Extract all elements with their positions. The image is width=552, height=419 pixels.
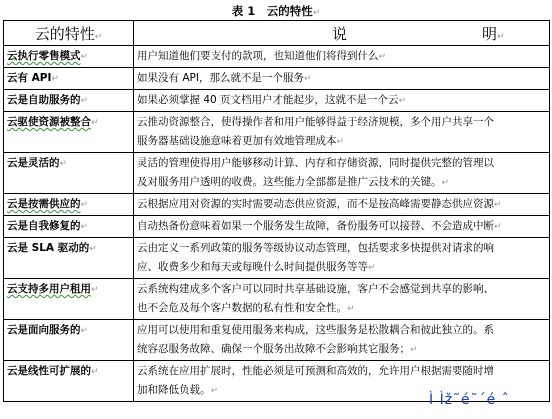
paragraph-mark-icon: ↵ bbox=[80, 96, 89, 106]
paragraph-mark-icon: ↵ bbox=[368, 263, 376, 273]
description-cell bbox=[134, 46, 550, 68]
description-line-1: 云推动资源整合，使得操作者和用户能够得益于经济规模，多个用户共享一个 bbox=[137, 116, 494, 128]
description-line-1: 灵活的管理使得用户能够移动计算、内存和存储资源，同时提供完整的管理以 bbox=[137, 157, 494, 169]
header-description-label-a: 说 bbox=[331, 24, 347, 43]
description-line-2: 也不会危及每个客户数据的私有性和安全性。 bbox=[137, 302, 347, 314]
feature-cell bbox=[4, 68, 134, 90]
description-text: 如果没有 API，那么就不是一个服务 bbox=[137, 72, 304, 84]
paragraph-mark-icon: ↵ bbox=[497, 31, 505, 42]
description-cell bbox=[134, 320, 550, 361]
feature-cell bbox=[4, 216, 134, 238]
description-line-2: 及对服务用户透明的收费。这些能力全部都是推广云技术的关键。 bbox=[137, 176, 442, 188]
paragraph-mark-icon: ↵ bbox=[410, 345, 418, 355]
description-line-2: 统容忍服务故障、确保一个服务出故障不会影响其它服务； bbox=[137, 343, 410, 355]
feature-cell bbox=[4, 90, 134, 112]
feature-label: 云是线性可扩展的 bbox=[7, 365, 91, 377]
table-row bbox=[4, 320, 550, 361]
description-cell bbox=[134, 216, 550, 238]
table-row bbox=[4, 216, 550, 238]
paragraph-mark-icon: ↵ bbox=[80, 326, 89, 336]
table-row bbox=[4, 90, 550, 112]
header-description-cell bbox=[134, 21, 550, 46]
feature-label: 云支持多用户租用 bbox=[7, 283, 91, 295]
paragraph-mark-icon: ↵ bbox=[80, 200, 89, 210]
description-line-2: 应、收费多少和每天或每晚什么时间提供服务等等 bbox=[137, 261, 368, 273]
table-row bbox=[4, 238, 550, 279]
description-text: 云根据应用对资源的实时需要动态供应资源，而不是按高峰需要静态供应资源 bbox=[137, 198, 494, 210]
table-row bbox=[4, 112, 550, 153]
paragraph-mark-icon: ↵ bbox=[336, 137, 345, 147]
header-feature-cell bbox=[4, 21, 134, 46]
feature-label: 云执行零售模式 bbox=[7, 50, 81, 62]
header-feature-label: 云的特性 bbox=[34, 24, 95, 43]
paragraph-mark-icon: ↵ bbox=[378, 52, 387, 62]
caption-text: 表 1 云的特性 bbox=[231, 4, 313, 18]
table-row bbox=[4, 194, 550, 216]
paragraph-mark-icon: ↵ bbox=[80, 222, 89, 232]
feature-cell bbox=[4, 238, 134, 279]
paragraph-mark-icon: ↵ bbox=[494, 222, 502, 232]
feature-label: 云是自我修复的 bbox=[7, 220, 81, 232]
feature-cell bbox=[4, 279, 134, 320]
feature-label: 云是自助服务的 bbox=[7, 94, 81, 106]
feature-label: 云是 SLA 驱动的 bbox=[7, 242, 90, 254]
table-caption bbox=[0, 3, 552, 19]
description-line-1: 云系统构建成多个客户可以同时共享基础设施，客户不会感觉到共享的影响、 bbox=[137, 283, 494, 295]
feature-label: 云驱使资源被整合 bbox=[7, 116, 91, 128]
table-header-row bbox=[4, 21, 550, 46]
header-description-label-b: 明 bbox=[481, 24, 497, 43]
description-cell bbox=[134, 112, 550, 153]
paragraph-mark-icon: ↵ bbox=[91, 367, 99, 377]
feature-cell bbox=[4, 153, 134, 194]
description-line-1: 云系统在应用扩展时，性能必须是可预测和高效的，允许用户根据需要随时增 bbox=[137, 365, 494, 377]
feature-cell bbox=[4, 194, 134, 216]
garbled-corner-text: Ì Ìž˜é˜´é ˆ bbox=[429, 392, 510, 408]
feature-label: 云有 API bbox=[7, 72, 52, 84]
description-line-1: 云由定义一系列政策的服务等级协议动态管理，包括要求多快提供对请求的响 bbox=[137, 242, 494, 254]
paragraph-mark-icon: ↵ bbox=[91, 118, 99, 128]
paragraph-mark-icon: ↵ bbox=[347, 304, 355, 314]
paragraph-mark-icon: ↵ bbox=[210, 386, 219, 396]
paragraph-mark-icon: ↵ bbox=[89, 244, 97, 254]
paragraph-mark-icon: ↵ bbox=[303, 74, 312, 84]
table-row bbox=[4, 279, 550, 320]
table-row bbox=[4, 46, 550, 68]
feature-label: 云是面向服务的 bbox=[7, 324, 81, 336]
feature-cell bbox=[4, 46, 134, 68]
description-cell bbox=[134, 238, 550, 279]
paragraph-mark-icon: ↵ bbox=[94, 31, 103, 42]
paragraph-mark-icon: ↵ bbox=[441, 178, 450, 188]
description-line-2: 加和降低负载。 bbox=[137, 384, 211, 396]
paragraph-mark-icon: ↵ bbox=[312, 8, 321, 18]
feature-label: 云是灵活的 bbox=[7, 157, 60, 169]
description-cell bbox=[134, 90, 550, 112]
description-line-1: 应用可以使用和重复使用服务来构成，这些服务是松散耦合和彼此独立的。系 bbox=[137, 324, 494, 336]
description-cell bbox=[134, 279, 550, 320]
description-cell bbox=[134, 68, 550, 90]
paragraph-mark-icon: ↵ bbox=[59, 159, 68, 169]
table-row bbox=[4, 153, 550, 194]
cloud-features-table bbox=[3, 20, 550, 402]
description-text: 用户知道他们要支付的款项，也知道他们将得到什么 bbox=[137, 50, 379, 62]
description-cell bbox=[134, 194, 550, 216]
description-text: 自动热备份意味着如果一个服务发生故障，备份服务可以接替、不会造成中断 bbox=[137, 220, 494, 232]
feature-cell bbox=[4, 320, 134, 361]
feature-cell bbox=[4, 361, 134, 402]
paragraph-mark-icon: ↵ bbox=[398, 96, 407, 106]
description-cell bbox=[134, 153, 550, 194]
feature-label: 云是按需供应的 bbox=[7, 198, 81, 210]
description-text: 如果必须掌握 40 页文档用户才能起步，这就不是一个云 bbox=[137, 94, 399, 106]
paragraph-mark-icon: ↵ bbox=[80, 52, 89, 62]
feature-cell bbox=[4, 112, 134, 153]
description-line-2: 服务器基础设施意味着更加有效地管理成本 bbox=[137, 135, 337, 147]
paragraph-mark-icon: ↵ bbox=[91, 285, 99, 295]
paragraph-mark-icon: ↵ bbox=[51, 74, 59, 84]
paragraph-mark-icon: ↵ bbox=[494, 200, 502, 210]
table-row bbox=[4, 68, 550, 90]
